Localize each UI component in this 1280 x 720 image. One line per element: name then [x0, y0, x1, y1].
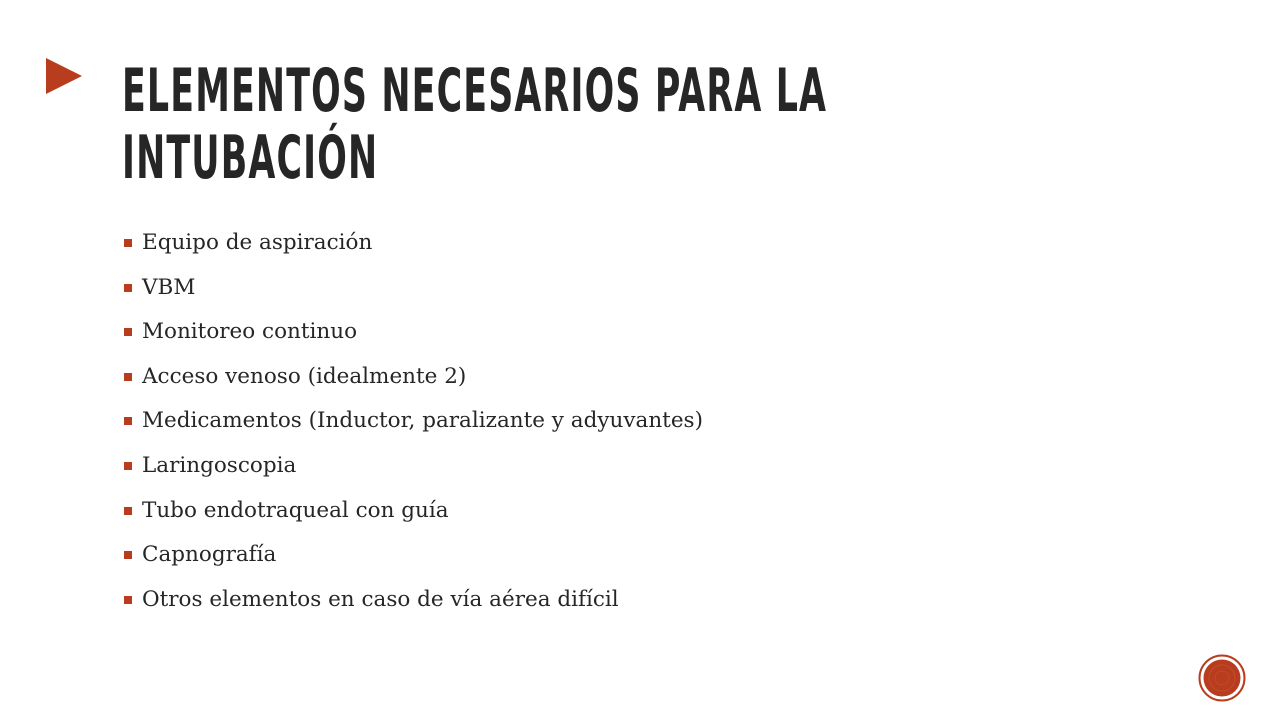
- list-item-text: VBM: [142, 274, 196, 300]
- list-item-text: Otros elementos en caso de vía aérea difícil: [142, 586, 619, 612]
- list-item-text: Acceso venoso (idealmente 2): [142, 363, 467, 389]
- list-item-text: Tubo endotraqueal con guía: [142, 497, 449, 523]
- list-item-text: Capnografía: [142, 542, 277, 568]
- list-item-text: Monitoreo continuo: [142, 319, 358, 345]
- square-bullet-icon: [124, 328, 132, 336]
- square-bullet-icon: [124, 551, 132, 559]
- list-item-text: Equipo de aspiración: [142, 230, 373, 255]
- square-bullet-icon: [124, 507, 132, 515]
- square-bullet-icon: [124, 462, 132, 470]
- list-item-text: Laringoscopia: [142, 452, 297, 478]
- triangle-shape: [46, 58, 82, 94]
- square-bullet-icon: [124, 596, 132, 604]
- list-item-text: Medicamentos (Inductor, paralizante y adyuvantes): [142, 408, 703, 434]
- square-bullet-icon: [124, 373, 132, 381]
- square-bullet-icon: [124, 239, 132, 247]
- square-bullet-icon: [124, 284, 132, 292]
- square-bullet-icon: [124, 417, 132, 425]
- red-triangle-arrow-icon: [44, 56, 84, 96]
- red-circle-button-icon[interactable]: [1198, 654, 1246, 702]
- slide-title: ELEMENTOS NECESARIOS PARA LA INTUBACIÓN: [122, 56, 828, 193]
